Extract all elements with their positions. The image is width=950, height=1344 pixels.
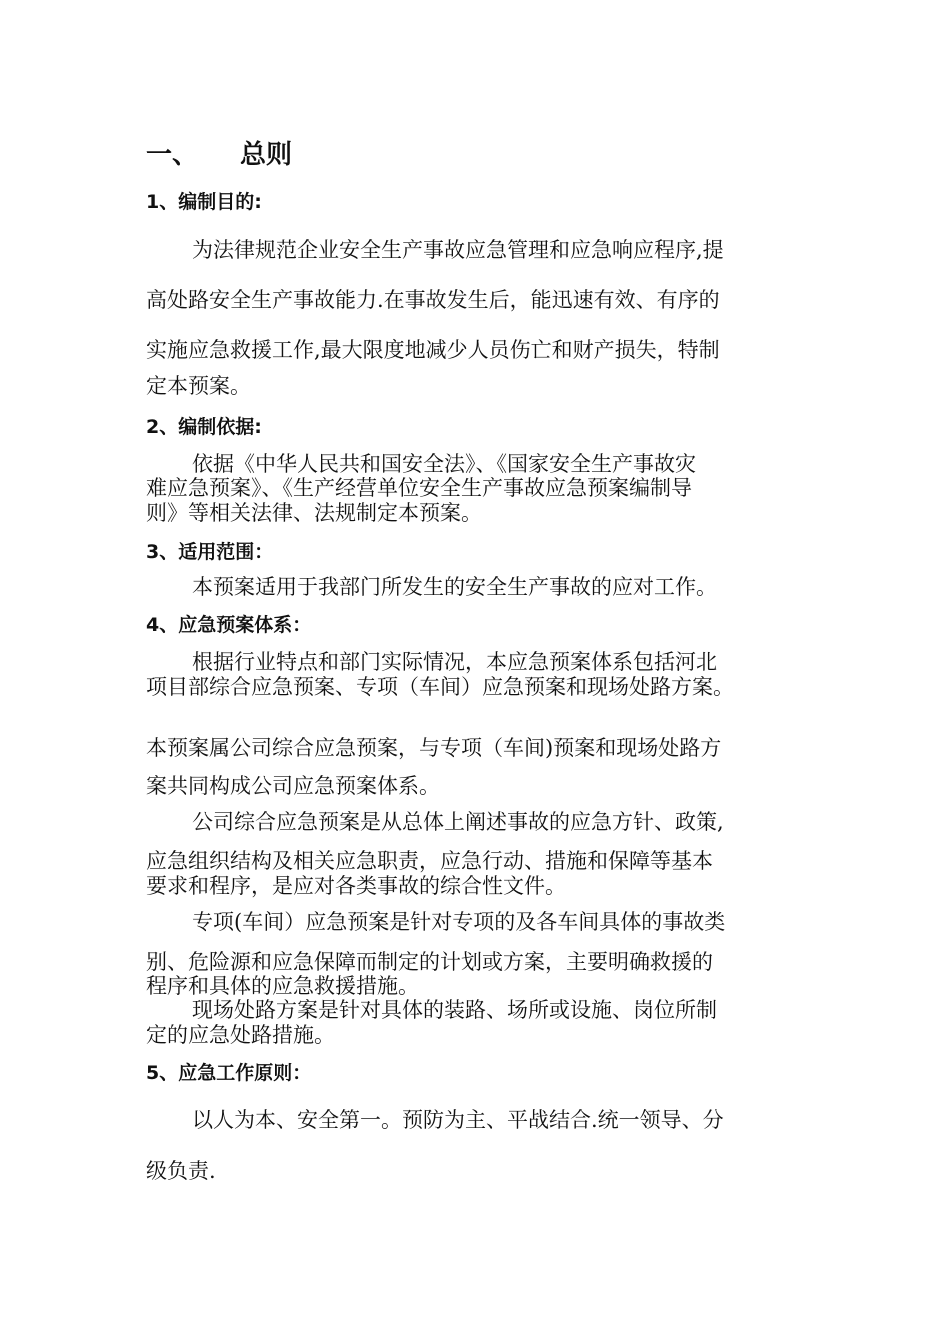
paragraph-line: 高处路安全生产事故能力.在事故发生后，能迅速有效、有序的 [146,288,720,312]
section-heading: 4、应急预案体系： [146,614,312,636]
section-heading: 1、编制目的: [146,191,262,213]
paragraph-line: 项目部综合应急预案、专项（车间）应急预案和现场处路方案。 [146,675,734,699]
chapter-title: 总则 [240,140,293,170]
paragraph-line: 以人为本、安全第一。预防为主、平战结合.统一领导、分 [192,1108,724,1132]
paragraph-line: 专项(车间）应急预案是针对专项的及各车间具体的事故类 [192,910,726,934]
paragraph-line: 别、危险源和应急保障而制定的计划或方案，主要明确救援的 [146,950,713,974]
paragraph-line: 则》等相关法律、法规制定本预案。 [146,501,482,525]
section-heading: 2、编制依据: [146,416,262,438]
paragraph-line: 现场处路方案是针对具体的装路、场所或设施、岗位所制 [192,998,717,1022]
paragraph-line: 本预案适用于我部门所发生的安全生产事故的应对工作。 [192,575,717,599]
paragraph-line: 定本预案。 [146,374,251,398]
chapter-number: 一、 [146,140,199,170]
paragraph-line: 难应急预案》、《生产经营单位安全生产事故应急预案编制导 [146,476,692,500]
paragraph-line: 应急组织结构及相关应急职责，应急行动、措施和保障等基本 [146,849,713,873]
paragraph-line: 级负责. [146,1159,216,1183]
section-heading: 3、适用范围： [146,541,274,563]
paragraph-line: 实施应急救援工作,最大限度地减少人员伤亡和财产损失，特制 [146,338,720,362]
paragraph-line: 案共同构成公司应急预案体系。 [146,774,440,798]
paragraph-line: 为法律规范企业安全生产事故应急管理和应急响应程序,提 [192,238,724,262]
paragraph-line: 本预案属公司综合应急预案，与专项（车间)预案和现场处路方 [146,736,722,760]
paragraph-line: 定的应急处路措施。 [146,1023,335,1047]
paragraph-line: 根据行业特点和部门实际情况，本应急预案体系包括河北 [192,650,717,674]
paragraph-line: 要求和程序，是应对各类事故的综合性文件。 [146,874,566,898]
paragraph-line: 公司综合应急预案是从总体上阐述事故的应急方针、政策, [192,810,724,834]
paragraph-line: 程序和具体的应急救援措施。 [146,974,419,998]
paragraph-line: 依据《中华人民共和国安全法》、《国家安全生产事故灾 [192,452,696,476]
chapter-heading [146,134,292,171]
section-heading: 5、应急工作原则： [146,1062,312,1084]
